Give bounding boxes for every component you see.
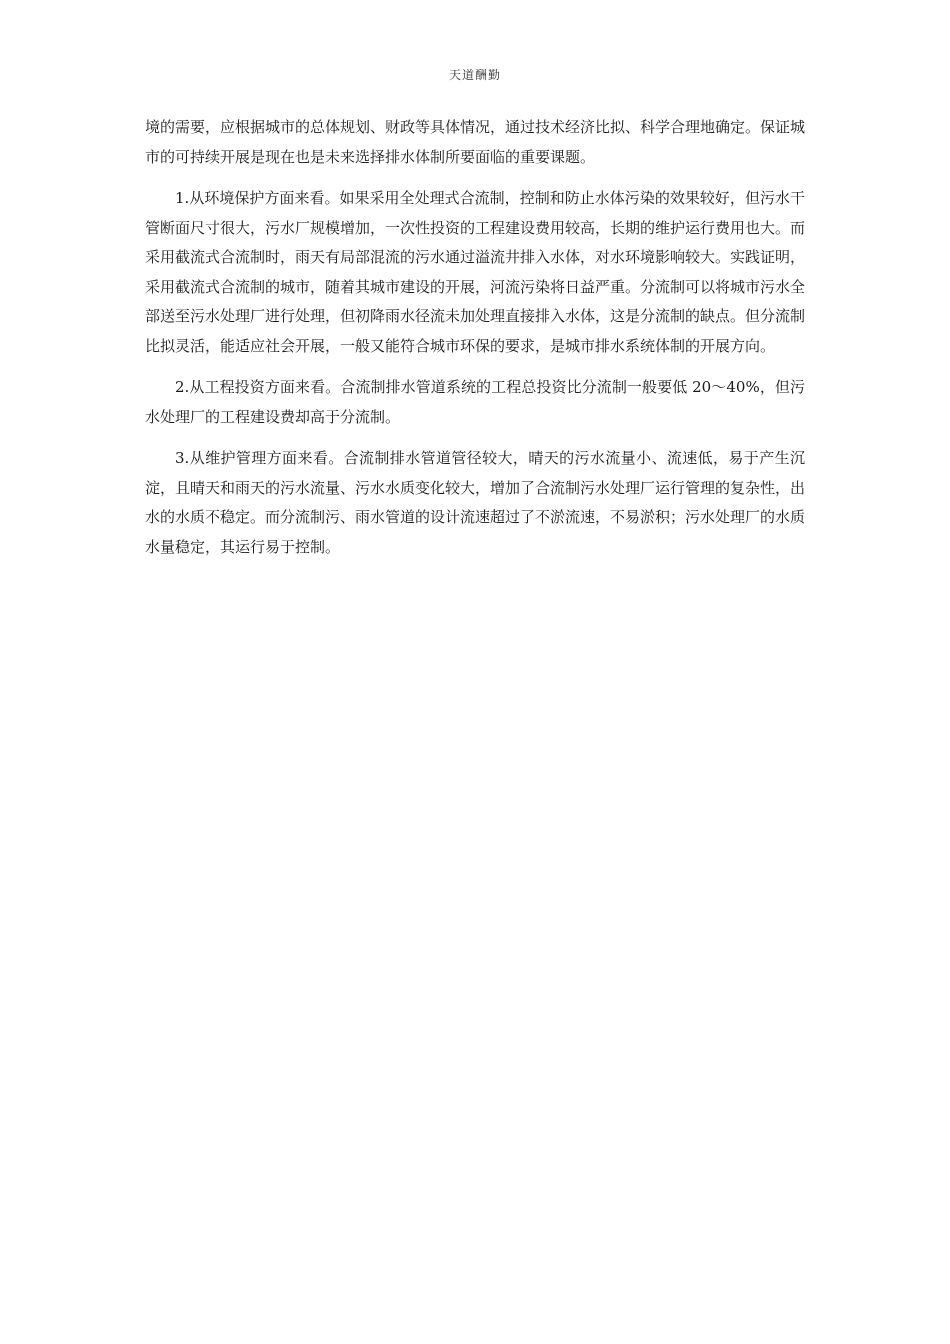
paragraph-continuation: 境的需要，应根据城市的总体规划、财政等具体情况，通过技术经济比拟、科学合理地确定。保证城市的可持续开展是现在也是未来选择排水体制所要面临的重要课题。: [145, 118, 806, 166]
paragraph-maintenance-management: 3.从维护管理方面来看。合流制排水管道管径较大，晴天的污水流量小、流速低，易于产生沉淀，且晴天和雨天的污水流量、污水水质变化较大，增加了合流制污水处理厂运行管理的复杂性，出水的水质不稳定。而分流制污、雨水管道的设计流速超过了不淤流速，不易淤积；污水处理厂的水质水量稳定，其运行易于控制。: [145, 449, 806, 556]
page-header: 天道酬勤: [448, 68, 501, 82]
paragraph-engineering-investment: 2.从工程投资方面来看。合流制排水管道系统的工程总投资比分流制一般要低 20～40%，但污水处理厂的工程建设费却高于分流制。: [145, 378, 805, 426]
paragraph-environmental-protection: 1.从环境保护方面来看。如果采用全处理式合流制，控制和防止水体污染的效果较好，但污水干管断面尺寸很大，污水厂规模增加，一次性投资的工程建设费用较高，长期的维护运行费用也大。而采用截流式合流制时，雨天有局部混流的污水通过溢流井排入水体，对水环境影响较大。实践证明，采用截流式合流制的城市，随着其城市建设的开展，河流污染将日益严重。分流制可以将城市污水全部送至污水处理厂进行处理，但初降雨水径流未加处理直接排入水体，这是分流制的缺点。但分流制比拟灵活，能适应社会开展，一般又能符合城市环保的要求，是城市排水系统体制的开展方向。: [145, 189, 806, 355]
document-body: [145, 113, 805, 574]
